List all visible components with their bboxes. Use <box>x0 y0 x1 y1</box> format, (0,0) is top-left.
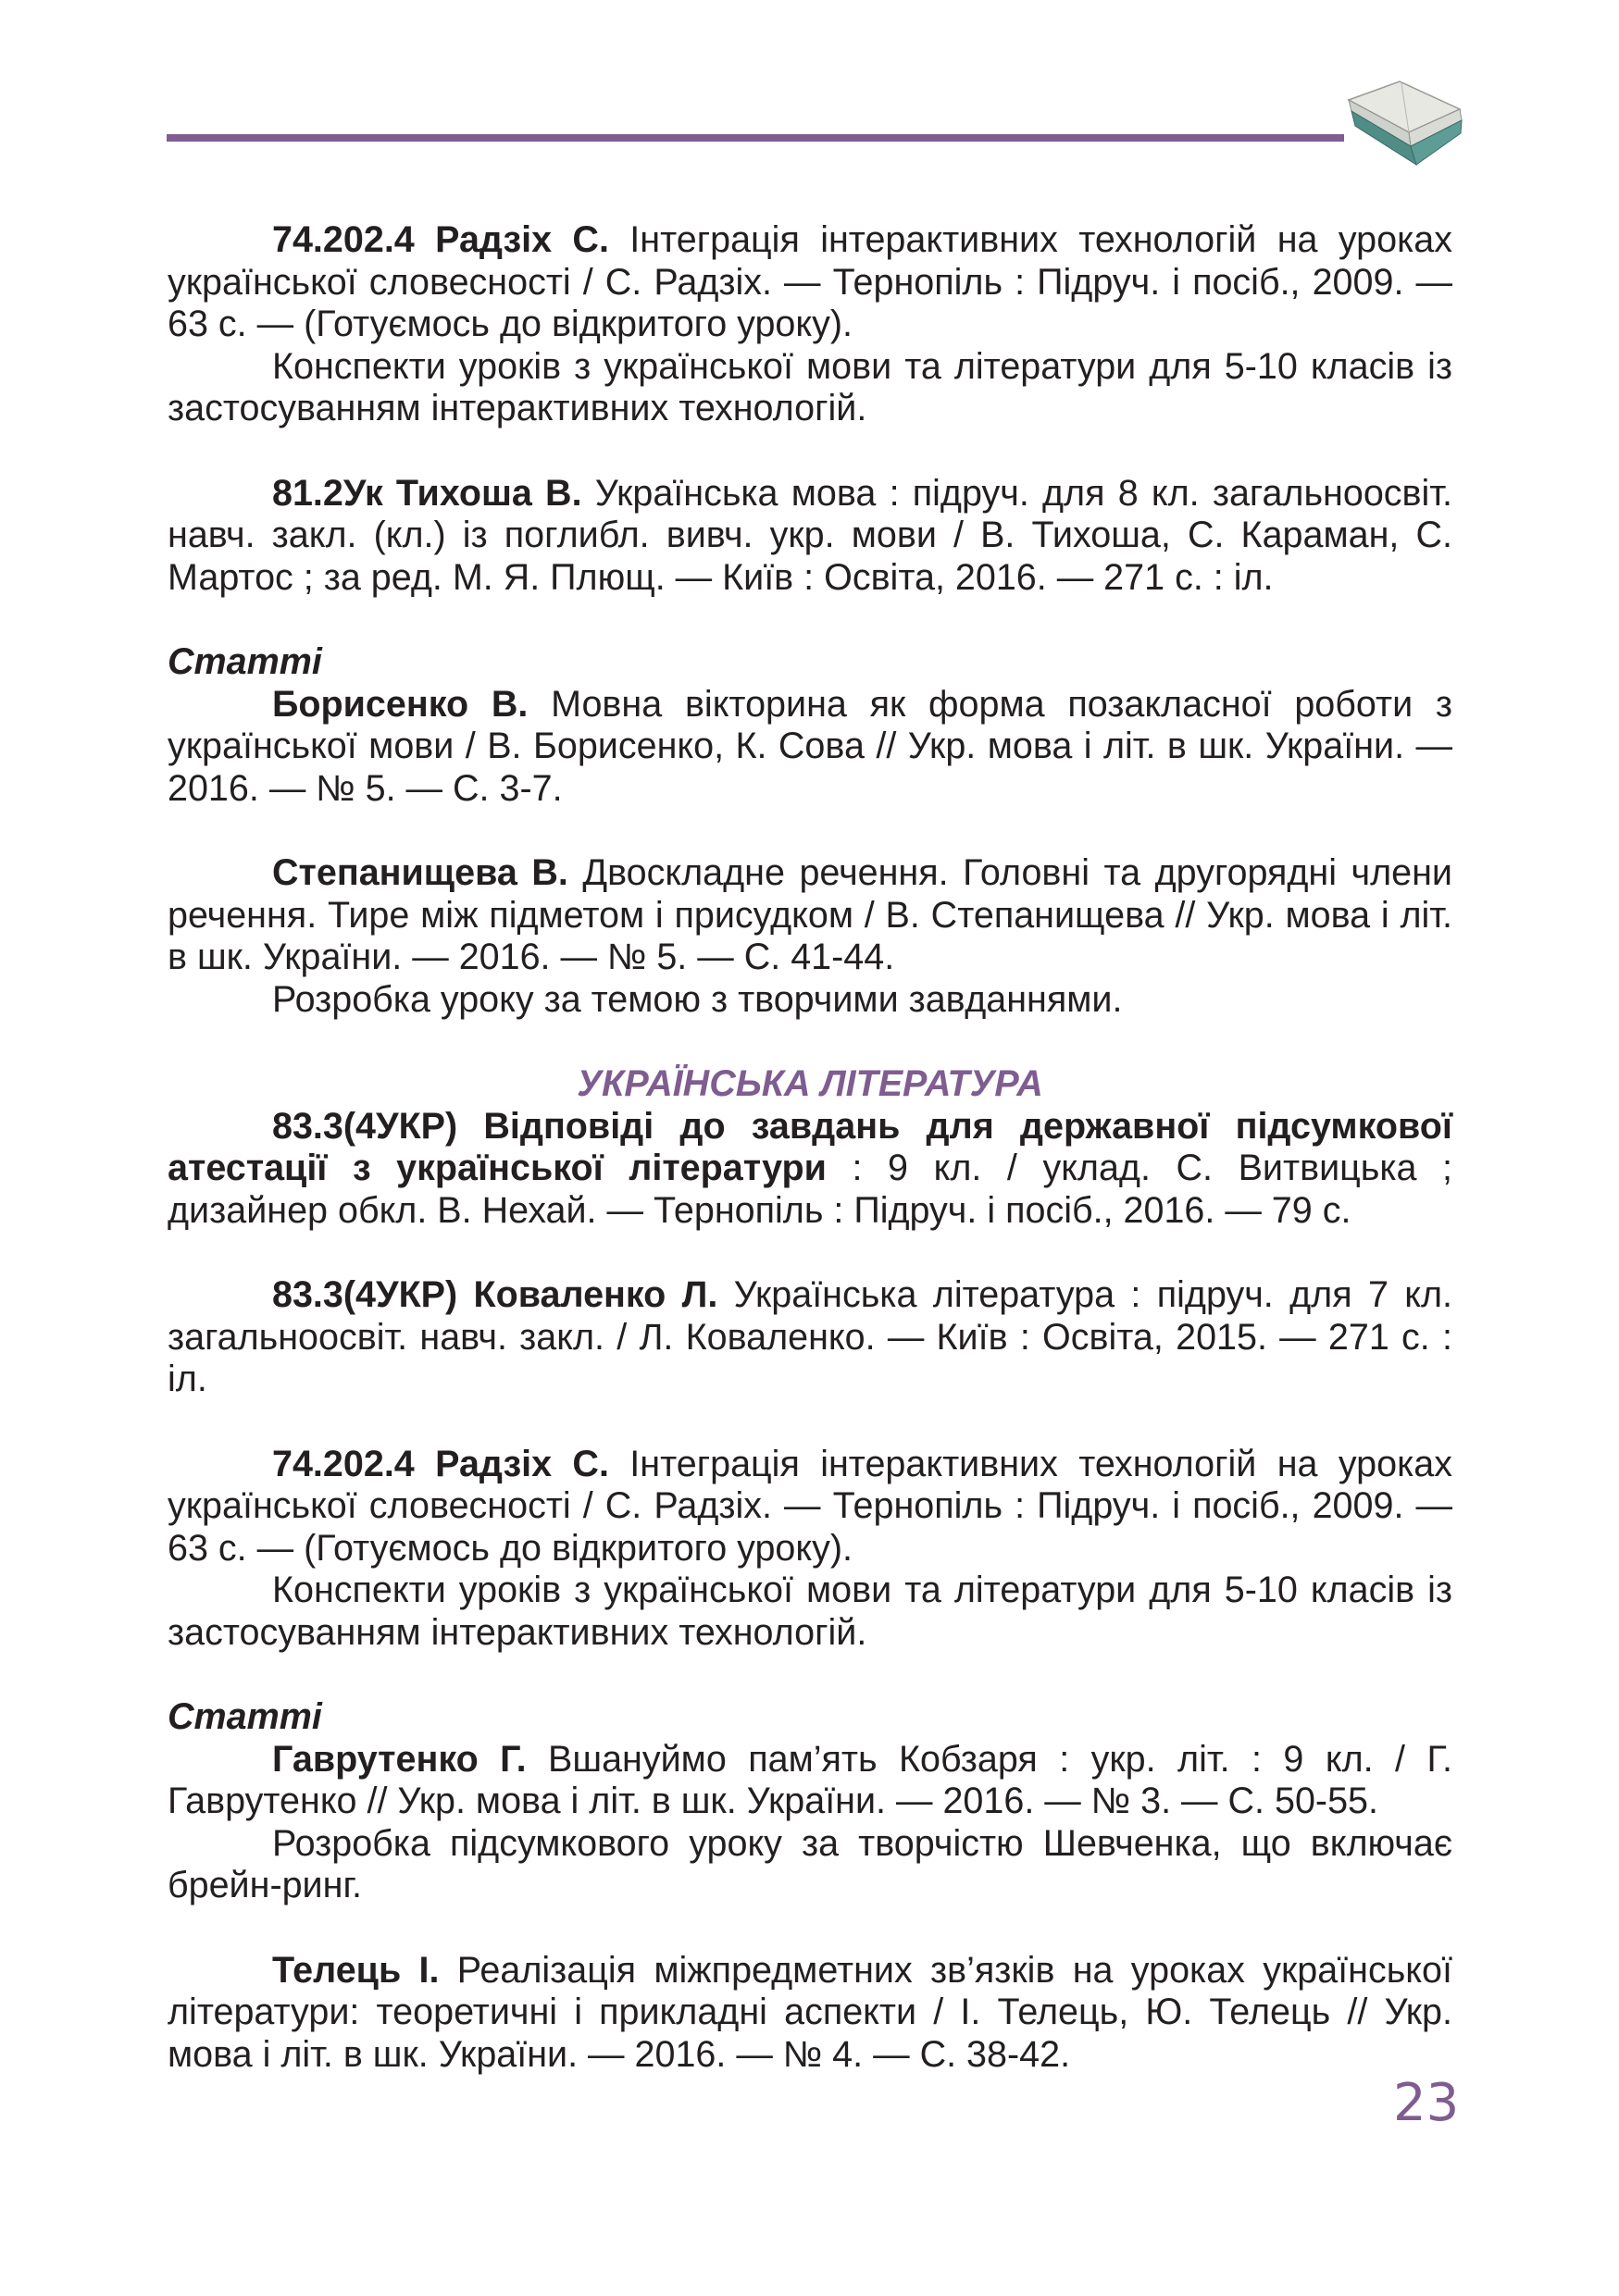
entry-text: Реалізація міжпредметних зв’язків на уроках української літератури: теоретичні і прикладні аспекти / І. Телець, Ю. Телець // Укр. мова і літ. в шк. України. — 2016. — № 4. — С. 38-42. <box>168 1949 1452 2075</box>
entry-list <box>168 1106 1452 1655</box>
entry-head: Степанищева В. <box>272 852 568 893</box>
entry-head: 81.2Ук Тихоша В. <box>272 472 582 514</box>
entry-list <box>168 219 1452 599</box>
entry-list <box>168 684 1452 1022</box>
entry-head: 74.202.4 Радзіх С. <box>272 219 609 260</box>
entry-text: : 9 кл. / уклад. С. Витвицька ; дизайнер обкл. В. Нехай. — Тернопіль : Підруч. і посіб., 2016. — 79 с. <box>168 1148 1452 1231</box>
subsection-label: Статті <box>168 641 322 682</box>
entry-head: 83.3(4УКР) Коваленко Л. <box>272 1274 718 1315</box>
entry-head: Гаврутенко Г. <box>272 1738 527 1780</box>
entry-text: Українська мова : підруч. для 8 кл. загальноосвіт. навч. закл. (кл.) із поглибл. вивч. укр. мови / В. Тихоша, С. Караман, С. Мартос ; за ред. М. Я. Плющ. — Київ : Освіта, 2016. — 271 с. : іл. <box>168 472 1452 598</box>
bibliography-entry <box>168 684 1452 811</box>
header-rule <box>167 134 1344 142</box>
entry-text: Двоскладне речення. Головні та другорядні члени речення. Тире між підметом і присудком / В. Степанищева // Укр. мова і літ. в шк. України. — 2016. — № 5. — С. 41-44. <box>168 852 1452 977</box>
entry-citation <box>168 1950 1452 2077</box>
bibliography-entry <box>168 1106 1452 1233</box>
entry-head: 74.202.4 Радзіх С. <box>272 1443 609 1484</box>
entry-text: Мовна вікторина як форма позакласної роботи з української мови / В. Борисенко, К. Сова // Укр. мова і літ. в шк. України. — 2016. — № 5. — С. 3-7. <box>168 683 1452 809</box>
subsection-label: Статті <box>168 1696 322 1737</box>
entry-annotation: Конспекти уроків з української мови та літератури для 5-10 класів із застосуванням інтерактивних технологій. <box>168 1570 1452 1653</box>
bibliography-entry <box>168 219 1452 430</box>
open-book-icon <box>1344 72 1464 174</box>
entry-head: Борисенко В. <box>272 683 529 725</box>
bibliography-entry <box>168 1274 1452 1401</box>
entry-citation <box>168 684 1452 811</box>
entry-head: 83.3(4УКР) Відповіді до завдань для державної підсумкової атестації з української літератури <box>168 1105 1452 1188</box>
entry-text: Українська література : підруч. для 7 кл. загальноосвіт. навч. закл. / Л. Коваленко. — Київ : Освіта, 2015. — 271 с. : іл. <box>168 1274 1453 1399</box>
section-title: УКРАЇНСЬКА ЛІТЕРАТУРА <box>577 1063 1043 1104</box>
entry-citation <box>168 1444 1452 1570</box>
entry-annotation: Розробка уроку за темою з творчими завданнями. <box>272 978 1123 1020</box>
entry-annotation: Конспекти уроків з української мови та літератури для 5-10 класів із застосуванням інтерактивних технологій. <box>168 345 1452 428</box>
entry-text: Вшануймо пам’ять Кобзаря : укр. літ. : 9 кл. / Г. Гаврутенко // Укр. мова і літ. в шк. України. — 2016. — № 3. — С. 50-55. <box>168 1738 1452 1821</box>
bibliography-entry <box>168 852 1452 1021</box>
entry-citation <box>168 1106 1452 1233</box>
bibliography-entry <box>168 1739 1452 1907</box>
entry-annotation: Розробка підсумкового уроку за творчістю Шевченка, що включає брейн-ринг. <box>168 1822 1452 1905</box>
bibliography-entry <box>168 1444 1452 1655</box>
entry-head: Телець І. <box>272 1949 440 1991</box>
entry-citation <box>168 1739 1452 1823</box>
entry-citation <box>168 219 1452 346</box>
bibliography-entry <box>168 473 1452 600</box>
entry-citation <box>168 1274 1452 1401</box>
bibliography <box>168 219 1452 2118</box>
entry-citation <box>168 473 1452 600</box>
bibliography-entry <box>168 1950 1452 2077</box>
entry-citation <box>168 852 1452 979</box>
entry-text: Інтеграція інтерактивних технологій на уроках української словесності / С. Радзіх. — Тернопіль : Підруч. і посіб., 2009. — 63 с. — (Готуємось до відкритого уроку). <box>168 219 1452 344</box>
entry-text: Інтеграція інтерактивних технологій на уроках української словесності / С. Радзіх. — Тернопіль : Підруч. і посіб., 2009. — 63 с. — (Готуємось до відкритого уроку). <box>168 1443 1452 1569</box>
entry-list <box>168 1739 1452 2077</box>
page-number: 23 <box>1393 2073 1460 2133</box>
